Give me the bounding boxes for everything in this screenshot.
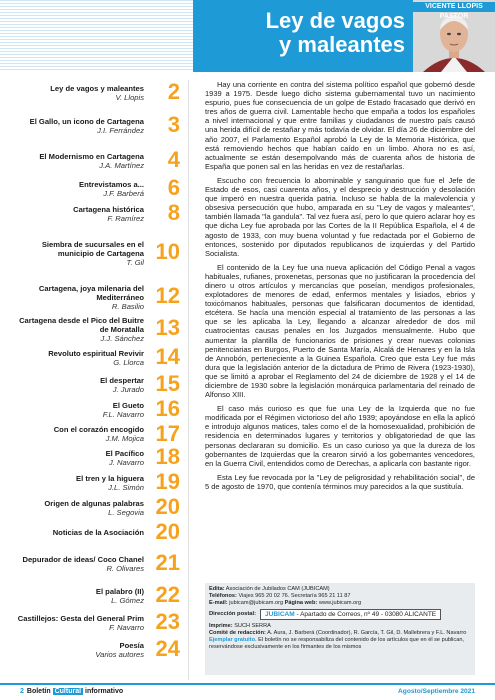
toc-entry-author: J.I. Ferrández <box>97 125 144 135</box>
toc-page-number: 22 <box>155 582 180 607</box>
toc-entry[interactable] <box>18 107 190 146</box>
toc-entry[interactable] <box>18 227 190 280</box>
toc-entry[interactable] <box>18 637 190 664</box>
edita-value: Asociación de Jubilados CAM (JUBICAM) <box>225 586 330 592</box>
toc-entry-title: El tren y la higuera <box>76 474 144 483</box>
toc-entry-title: Poesía <box>119 641 144 650</box>
edita-label: Edita: <box>209 586 225 592</box>
page-number: 2 <box>20 688 24 695</box>
toc-entry-title: Cartagena, joya milenaria del Mediterráneo <box>38 284 144 302</box>
toc-entry-author: T. Gil <box>126 257 144 267</box>
toc-entry-text <box>14 350 144 368</box>
email-label: E-mail: <box>209 600 228 606</box>
toc-page-number: 10 <box>155 239 180 264</box>
direccion-label: Dirección postal: <box>209 611 257 617</box>
toc-entry-title: El Gueto <box>112 401 144 410</box>
page-footer <box>0 683 495 700</box>
toc-entry-author: J.J. Sánchez <box>100 333 144 343</box>
toc-entry-author: J.M. Mojica <box>105 433 144 443</box>
toc-entry-text <box>14 402 144 420</box>
toc-entry-title: Depurador de ideas/ Coco Chanel <box>22 555 144 564</box>
toc-entry-text <box>14 450 144 468</box>
web-link[interactable]: www.jubicam.org <box>318 600 362 606</box>
toc-entry[interactable] <box>18 315 190 344</box>
toc-entry-text <box>14 529 144 538</box>
email-link[interactable]: jubicam@jubicam.org <box>229 600 284 606</box>
toc-entry-text <box>14 285 144 311</box>
toc-page-number: 20 <box>155 494 180 519</box>
toc-entry-text <box>14 181 144 199</box>
toc-entry[interactable] <box>18 423 190 446</box>
article-paragraph: Esta Ley fue revocada por la "Ley de peligrosidad y rehabilitación social", de 5 de agosto de 1970, que contenía términos muy parecidos a la que sustituía. <box>205 472 475 491</box>
toc-entry[interactable] <box>18 496 190 521</box>
toc-entry[interactable] <box>18 583 190 610</box>
postal-address: - Apartado de Correos, nº 49 - 03080 ALICANTE <box>296 611 437 618</box>
toc-entry-title: Con el corazón encogido <box>53 425 144 434</box>
postal-address-row <box>209 609 471 620</box>
article-title-line1: Ley de vagos <box>265 8 405 33</box>
toc-page-number: 18 <box>155 444 180 469</box>
toc-entry-text <box>14 241 144 267</box>
toc-entry[interactable] <box>18 471 190 496</box>
article-paragraph: Escucho con frecuencia lo abominable y sanguinario que fue el Jefe de Estado de esos, casi cuarenta años, y el desprecio y destrucción y desolación que imperó en nuestra querida patria. Incluso se habla de la malevolencia y obsesiva persecución que hubo, amparada en su "Ley de vagos y maleantes", también llamada "la gandula". Tal vez fuera así, pero lo que quiero aclarar hoy es que dicha Ley fue aprobada por las Cortes de la II República Española, el 4 de agosto de 1933, con muy buena voluntad y fue redactada por el Gobierno de entonces, sostenido por diputados republicanos de izquierdas y del Partido Socialista. <box>205 175 475 258</box>
toc-page-number: 8 <box>167 200 180 225</box>
toc-entry-author: F. Ramírez <box>107 213 144 223</box>
toc-entry-text <box>14 588 144 606</box>
toc-entry-text <box>14 317 144 343</box>
toc-entry-title: El despertar <box>100 376 144 385</box>
telefonos-value: Viajes 965 20 02 76. Secretaría 965 21 11 87 <box>238 593 351 599</box>
toc-entry-title: Castillejos: Gesta del General Prim <box>17 614 144 623</box>
toc-entry-author: J.F. Barberá <box>103 188 144 198</box>
toc-page-number: 3 <box>167 112 180 137</box>
page-header <box>0 0 495 72</box>
article-paragraph: Hay una corriente en contra del sistema político español que gobernó desde 1939 a 1975. Desde luego dicho sistema gubernamental tuvo un nacimiento espurio, pues fue consecuencia de un golpe de Estado fracasado que derivó en tres años de guerra civil. Lamentable hecho que empaña a todos los españoles a nivel internacional y que entre familias y ciudadanos de nuestro país causó una herida difícil de restañar y más todavía de olvidar. El día 26 de diciembre del año 2007, el Parlamento Español aprobó la Ley de la Memoria Histórica, que está removiendo hechos que habían caído en un limbo. Ahora no es así, actualmente se están desempolvando más de cuarenta años de historia de España que ponen sal en las heridas en vez de restañarlas. <box>205 80 475 171</box>
ejemplar-disclaimer: El boletín no se responsabiliza del contenido de los artículos que en él se publican, reservándose exclusivamente en los firmantes de los mismos <box>209 637 464 650</box>
toc-entry-title: El palabro (II) <box>95 587 144 596</box>
toc-page-number: 6 <box>167 175 180 200</box>
toc-entry-author: F. Navarro <box>109 622 144 632</box>
toc-page-number: 23 <box>155 609 180 634</box>
toc-page-number: 13 <box>155 315 180 340</box>
toc-entry-title: Noticias de la Asociación <box>52 528 144 537</box>
toc-entry-author: G. Llorca <box>113 357 144 367</box>
toc-entry[interactable] <box>18 546 190 583</box>
toc-entry-author: J.A. Martínez <box>99 160 144 170</box>
toc-entry-title: Entrevistamos a... <box>79 180 144 189</box>
comite-label: Comité de redacción: <box>209 630 266 636</box>
toc-entry-text <box>14 118 144 136</box>
toc-entry-title: Cartagena histórica <box>73 205 144 214</box>
toc-entry-title: Cartagena desde el Pico del Buitre de Moratalla <box>19 316 144 334</box>
toc-entry-title: Ley de vagos y maleantes <box>50 84 144 93</box>
toc-entry-author: L. Segovia <box>108 507 144 517</box>
toc-entry-text <box>14 377 144 395</box>
toc-entry-author: R. Olivares <box>106 563 144 573</box>
toc-entry-author: V. Llopis <box>115 92 144 102</box>
toc-entry[interactable] <box>18 344 190 373</box>
toc-entry-title: Siembra de sucursales en el municipio de Cartagena <box>41 240 144 258</box>
credits-box <box>205 583 475 675</box>
web-label: Página web: <box>284 600 318 606</box>
article-paragraph: El contenido de la Ley fue una nueva aplicación del Código Penal a vagos habituales, rufianes, proxenetas, personas que no justificaran la procedencia del dinero u otros artículos y mercancías que poseían, mendigos profesionales, explotadores de menores de edad, enfermos mentales y lisiados, ebrios y toxicómanos habituales, personas que falsificaran documentos de identidad, etcétera. Se hacía una mención especial al tratamiento de las personas a las que se les aplicaba la Ley, llegando a alcanzar alrededor de dos mil cuatrocientas causas penales en los Juzgados mensualmente. Hubo que aumentar la plantilla de funcionarios de prisiones y crear nuevas colonias penitenciarias en Burgos, Puerto de Santa María, Alcalá de Henares y en la Isla de Annobón, perteneciente a la Guinea Española. Creo que esta Ley fue más dura que la legislación anterior de la dictadura de Primo de Rivera (1923-1930), que se limitó a aprobar el Reglamento del 24 de diciembre de 1928 y el 14 de diciembre de 1930 sobre la legislación monárquica parlamentaria del reinado de Alfonso XIII. <box>205 262 475 400</box>
brand-cultural: Cultural <box>54 688 82 695</box>
toc-entry[interactable] <box>18 80 190 107</box>
toc-entry-title: Origen de algunas palabras <box>44 499 144 508</box>
toc-page-number: 16 <box>155 396 180 421</box>
toc-page-number: 24 <box>155 636 180 661</box>
footer-rule <box>0 683 495 685</box>
article-body <box>205 80 475 496</box>
comite-value: A. Aura, J. Barberá (Coordinador), R. García, T. Gil, D. Mallebrera y F.L. Navarro <box>267 630 467 636</box>
postal-address-box <box>260 609 441 620</box>
toc-page-number: 14 <box>155 344 180 369</box>
toc-page-number: 2 <box>167 79 180 104</box>
toc-entry[interactable] <box>18 521 190 546</box>
toc-entry-author: J. Navarro <box>108 457 144 467</box>
footer-brand <box>20 688 123 695</box>
toc-entry-text <box>14 615 144 633</box>
toc-page-number: 20 <box>155 519 180 544</box>
toc-entry[interactable] <box>18 280 190 315</box>
ejemplar-label: Ejemplar gratuito. <box>209 637 257 643</box>
telefonos-label: Teléfonos: <box>209 593 237 599</box>
toc-entry[interactable] <box>18 202 190 227</box>
toc-entry-title: Revoluto espiritual Revivir <box>48 349 144 358</box>
toc-entry-text <box>14 500 144 518</box>
toc-page-number: 17 <box>155 421 180 446</box>
toc-page-number: 19 <box>155 469 180 494</box>
toc-page-number: 4 <box>167 147 180 172</box>
toc-entry-text <box>14 475 144 493</box>
imprime-value: SUCH SERRA <box>234 623 271 629</box>
toc-entry-author: L. Gómez <box>111 595 144 605</box>
toc-entry-author: R. Basilio <box>111 301 144 311</box>
toc-entry-author: J.L. Simón <box>108 482 144 492</box>
title-block <box>193 0 413 72</box>
toc-entry-title: El Gallo, un icono de Cartagena <box>29 117 144 126</box>
toc-entry-text <box>14 426 144 444</box>
toc-entry-text <box>14 85 144 103</box>
author-name-tag: VICENTE LLOPIS PASTOR <box>413 2 495 12</box>
toc-page-number: 21 <box>155 550 180 575</box>
toc-entry[interactable] <box>18 398 190 423</box>
issue-date: Agosto/Septiembre 2021 <box>398 688 475 695</box>
toc-page-number: 15 <box>155 371 180 396</box>
toc-entry-title: El Pacífico <box>105 449 144 458</box>
toc-entry[interactable] <box>18 177 190 202</box>
article-title-line2: y maleantes <box>279 32 405 57</box>
toc-entry[interactable] <box>18 146 190 177</box>
header-stripe-decoration <box>0 0 200 72</box>
toc-entry-text <box>14 642 144 660</box>
article-paragraph: El caso más curioso es que fue una Ley de la Izquierda que no fue modificada por el Régimen victorioso del año 1939; apoyándose en ella la aplicó e introdujo algunos matices, tales como el de la homosexualidad, prohibición de residencia en determinados lugares y territorios y obligatoriedad de que las personas declararan su domicilio. Es un caso curioso ya que la dureza de los gobernantes de Izquierdas que la crearon sirvió a los gobernantes vencedores, en la Guerra Civil, entendidos como de Derechas, a aplicarla con bastante rigor. <box>205 404 475 468</box>
toc-entry[interactable] <box>18 610 190 637</box>
toc-entry-author: Varios autores <box>95 649 144 659</box>
toc-entry[interactable] <box>18 446 190 471</box>
brand-informativo: informativo <box>85 688 124 695</box>
toc-entry-author: F.L. Navarro <box>102 409 144 419</box>
toc-entry-text <box>14 206 144 224</box>
brand-boletin: Boletín <box>26 688 51 695</box>
toc-page-number: 12 <box>155 283 180 308</box>
jubicam-brand: JUBICAM <box>265 611 295 618</box>
toc-entry[interactable] <box>18 373 190 398</box>
toc-entry-title: El Modernismo en Cartagena <box>39 152 144 161</box>
imprime-label: Imprime: <box>209 623 233 629</box>
toc-entry-author: J. Jurado <box>112 384 144 394</box>
toc-entry-text <box>14 556 144 574</box>
toc-entry-text <box>14 153 144 171</box>
